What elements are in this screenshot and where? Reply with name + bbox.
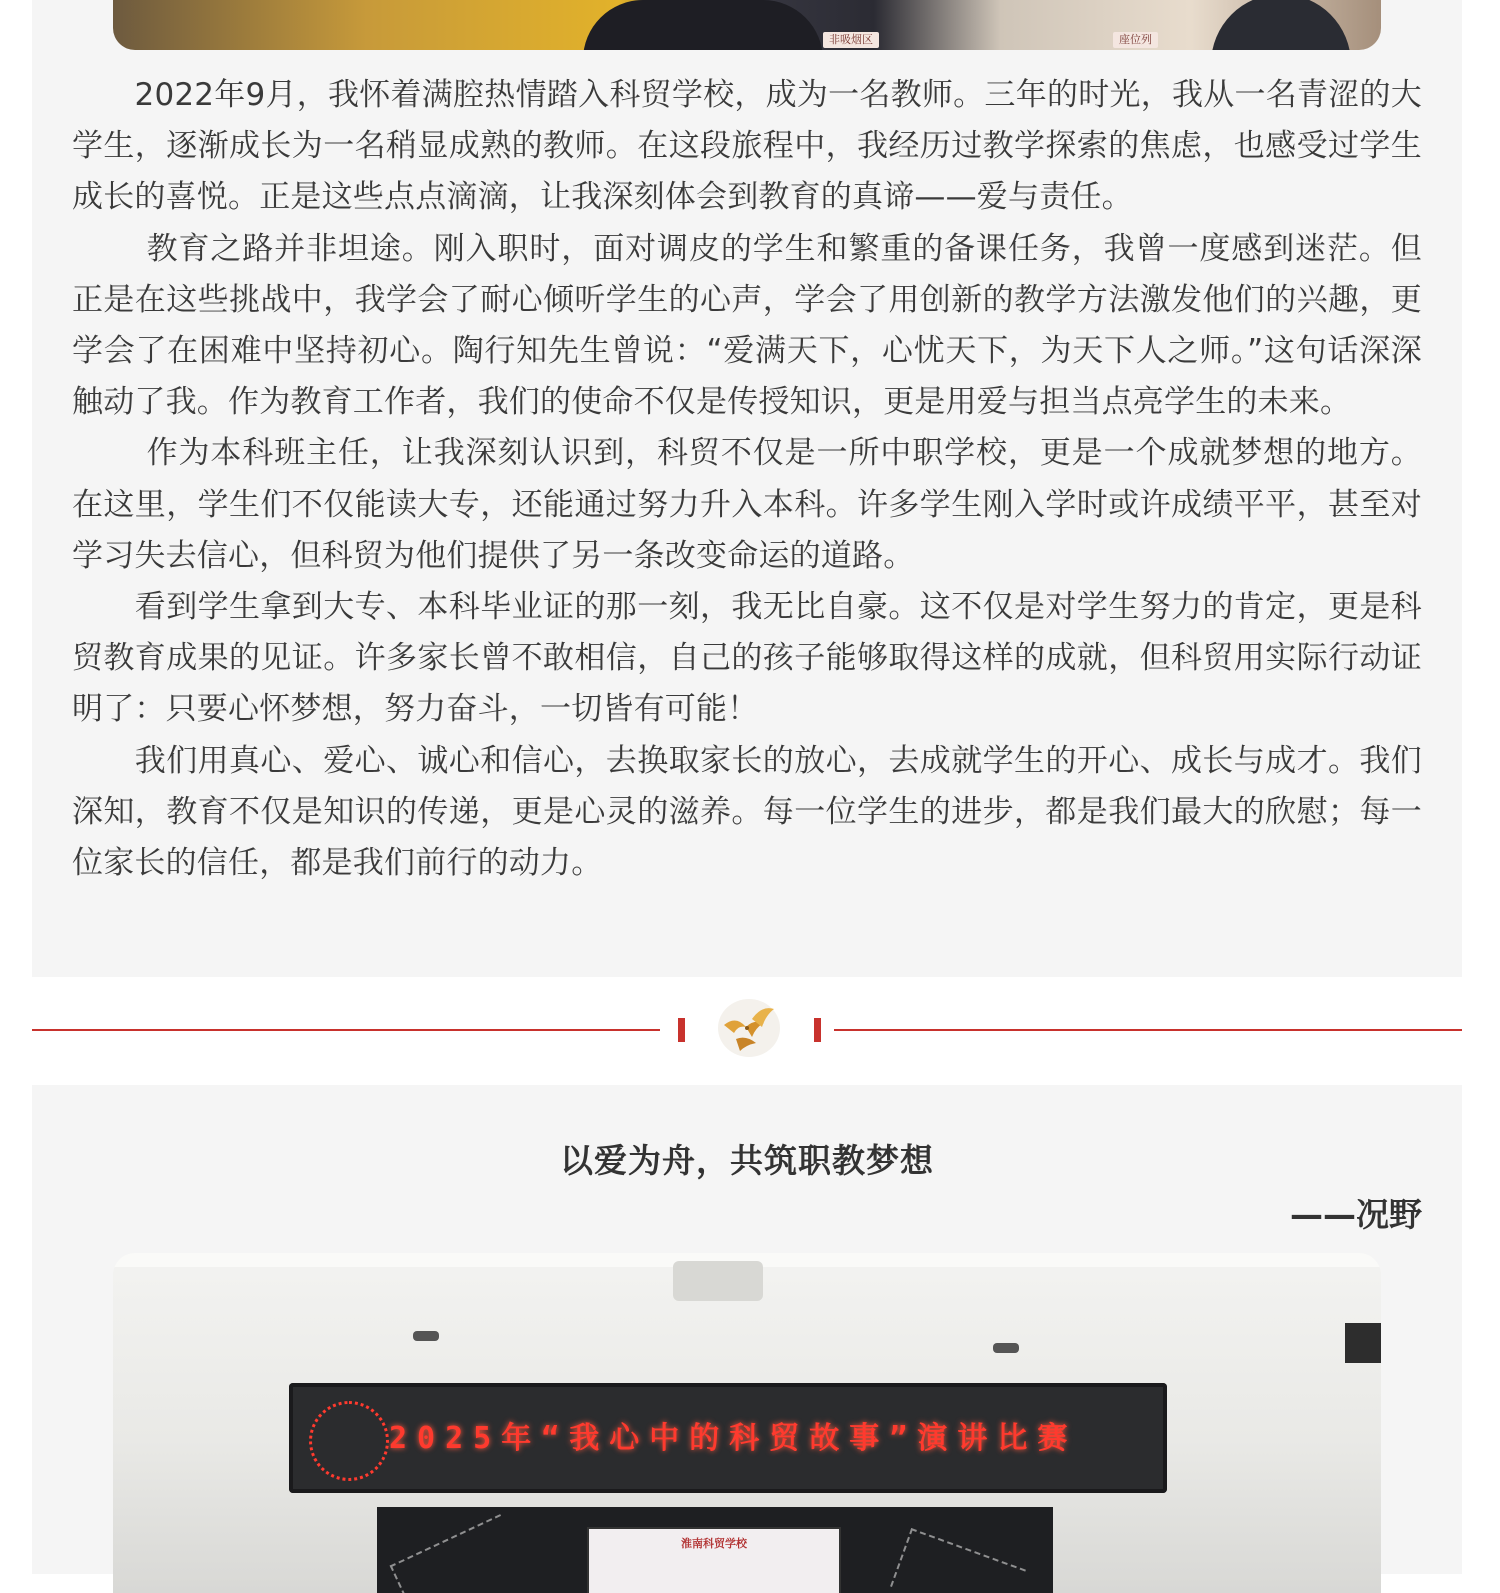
photo-person xyxy=(583,0,823,50)
divider-bar-left xyxy=(678,1018,685,1042)
article-title: 以爱为舟，共筑职教梦想 xyxy=(560,1141,934,1180)
led-banner-text: 2025年“我心中的科贸故事”演讲比赛 xyxy=(389,1421,1078,1456)
chalk-drawing xyxy=(890,1528,1026,1593)
photo-person-right xyxy=(1211,0,1351,50)
divider-line-left xyxy=(32,1029,660,1031)
article-card-bottom xyxy=(32,1085,1462,1574)
article-author: ——况野 xyxy=(1290,1195,1422,1234)
blackboard xyxy=(377,1507,1053,1593)
wall-hook xyxy=(993,1343,1019,1353)
paragraph-5: 我们用真心、爱心、诚心和信心，去换取家长的放心，去成就学生的开心、成长与成才。我们深知，教育不仅是知识的传递，更是心灵的滋养。每一位学生的进步，都是我们最大的欣慰；每一位家长的信任，都是我们前行的动力。 xyxy=(72,742,1422,882)
chalk-drawing xyxy=(390,1514,527,1593)
paragraph-3: 作为本科班主任，让我深刻认识到，科贸不仅是一所中职学校，更是一个成就梦想的地方。在这里，学生们不仅能读大专，还能通过努力升入本科。许多学生刚入学时或许成绩平平，甚至对学习失去信心，但科贸为他们提供了另一条改变命运的道路。 xyxy=(72,435,1422,574)
divider-line-right xyxy=(834,1029,1462,1031)
photo-sign-no-smoking: 非吸烟区 xyxy=(823,32,879,48)
screen-text: 淮南科贸学校 xyxy=(681,1537,747,1550)
paragraph-1: 2022年9月，我怀着满腔热情踏入科贸学校，成为一名教师。三年的时光，我从一名青涩的大学生，逐渐成长为一名稍显成熟的教师。在这段旅程中，我经历过教学探索的焦虑，也感受过学生成长的喜悦。正是这些点点滴滴，让我深刻体会到教育的真谛——爱与责任。 xyxy=(72,77,1422,216)
section-divider xyxy=(32,997,1462,1061)
wall-hook xyxy=(413,1331,439,1341)
photo-sign-seat: 座位列 xyxy=(1113,32,1158,48)
article-card-top xyxy=(32,0,1462,977)
classroom-photo[interactable] xyxy=(113,0,1381,50)
paragraph-2: 教育之路并非坦途。刚入职时，面对调皮的学生和繁重的备课任务，我曾一度感到迷茫。但正是在这些挑战中，我学会了耐心倾听学生的心声，学会了用创新的教学方法激发他们的兴趣，更学会了在困难中坚持初心。陶行知先生曾说：“爱满天下，心忧天下，为天下人之师。”这句话深深触动了我。作为教育工作者，我们的使命不仅是传授知识，更是用爱与担当点亮学生的未来。 xyxy=(72,230,1422,421)
divider-bar-right xyxy=(814,1018,821,1042)
article-body xyxy=(72,70,1422,889)
ceiling-lamp xyxy=(673,1261,763,1301)
paragraph-4: 看到学生拿到大专、本科毕业证的那一刻，我无比自豪。这不仅是对学生努力的肯定，更是科贸教育成果的见证。许多家长曾不敢相信，自己的孩子能够取得这样的成就，但科贸用实际行动证明了：只要心怀梦想，努力奋斗，一切皆有可能！ xyxy=(72,589,1422,728)
wall-speaker xyxy=(1345,1323,1381,1363)
led-clock-icon xyxy=(309,1401,389,1481)
projection-screen xyxy=(587,1527,841,1593)
speech-contest-photo[interactable] xyxy=(113,1253,1381,1593)
doves-emblem-icon xyxy=(716,997,782,1059)
led-banner xyxy=(289,1383,1167,1493)
